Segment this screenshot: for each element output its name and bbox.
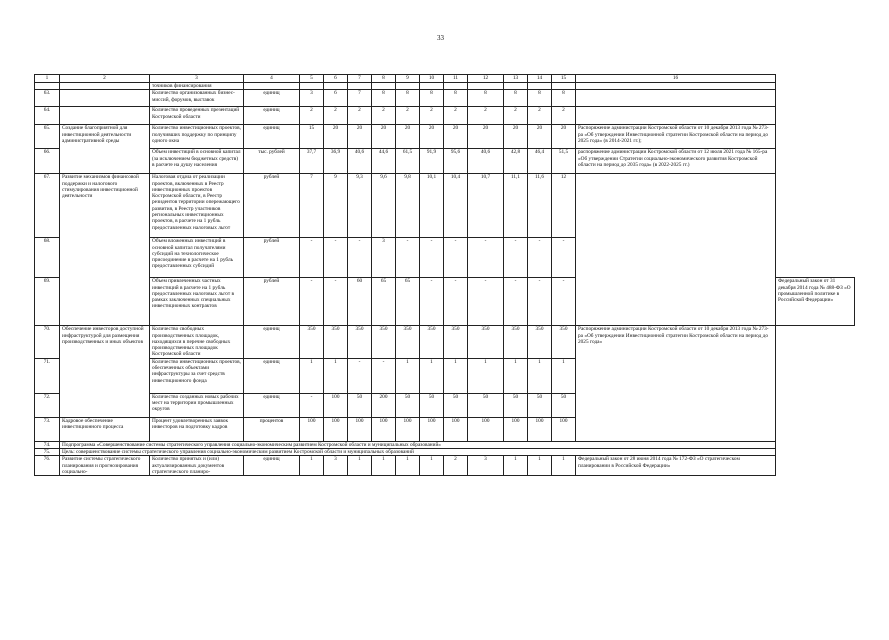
column-header: 11 bbox=[444, 75, 468, 83]
value-cell: 10,7 bbox=[468, 174, 504, 238]
value-cell: 7 bbox=[300, 174, 324, 238]
value-cell: 61,5 bbox=[396, 149, 420, 174]
value-cell: 3 bbox=[468, 456, 504, 476]
value-cell: 7 bbox=[348, 90, 372, 107]
table-row bbox=[35, 83, 855, 90]
table-row bbox=[35, 149, 855, 174]
value-cell: - bbox=[528, 238, 552, 278]
value-cell bbox=[468, 83, 504, 90]
value-cell: 20 bbox=[444, 125, 468, 149]
value-cell: 2 bbox=[528, 107, 552, 125]
row-number: 65. bbox=[35, 125, 60, 149]
value-cell: 91,9 bbox=[420, 149, 444, 174]
value-cell: - bbox=[552, 238, 576, 278]
value-cell: 1 bbox=[528, 456, 552, 476]
indicator-cell: Количество организованных бизнес-миссий, форумов, выставок bbox=[150, 90, 244, 107]
table-header-row bbox=[35, 75, 855, 83]
column-header: 3 bbox=[150, 75, 244, 83]
value-cell: 20 bbox=[348, 125, 372, 149]
indicators-table bbox=[34, 74, 855, 476]
value-cell: 200 bbox=[372, 393, 396, 417]
value-cell: 51,5 bbox=[552, 149, 576, 174]
document-cell: Федеральный закон от 28 июня 2014 года № 172-ФЗ «О стратегическом планировании в Российской Федерации» bbox=[576, 456, 776, 476]
unit-cell: тыс. рублей bbox=[244, 149, 300, 174]
value-cell: - bbox=[300, 278, 324, 326]
document-cell: Распоряжение администрации Костромской области от 10 декабря 2013 года № 273-ра «Об утверждении Инвестиционной стратегии Костромской области на период до 2025 года» bbox=[576, 326, 776, 441]
value-cell: 1 bbox=[420, 456, 444, 476]
row-number: 68. bbox=[35, 238, 60, 278]
value-cell: 8 bbox=[444, 90, 468, 107]
value-cell: 60 bbox=[348, 278, 372, 326]
section-row bbox=[35, 441, 855, 448]
value-cell: 50 bbox=[444, 393, 468, 417]
value-cell: 8 bbox=[552, 90, 576, 107]
table-row bbox=[35, 90, 855, 107]
document-cell: Федеральный закон от 31 декабря 2014 года № 488-ФЗ «О промышленной политике в Российской Федерации» bbox=[776, 278, 855, 326]
value-cell bbox=[348, 83, 372, 90]
value-cell: 11,1 bbox=[504, 174, 528, 238]
column-header: 12 bbox=[468, 75, 504, 83]
value-cell: 50 bbox=[468, 393, 504, 417]
value-cell: 350 bbox=[528, 326, 552, 358]
value-cell: 40,6 bbox=[468, 149, 504, 174]
unit-cell: единиц bbox=[244, 393, 300, 417]
value-cell bbox=[372, 83, 396, 90]
value-cell: 40,6 bbox=[348, 149, 372, 174]
indicator-cell: Количество принятых и (или) актуализированных документов стратегического планиро- bbox=[150, 456, 244, 476]
value-cell: 42,8 bbox=[504, 149, 528, 174]
value-cell: 65 bbox=[396, 278, 420, 326]
value-cell: - bbox=[552, 278, 576, 326]
indicator-cell: Объем инвестиций в основной капитал (за исключением бюджетных средств) в расчете на душу населения bbox=[150, 149, 244, 174]
value-cell: 8 bbox=[468, 90, 504, 107]
value-cell: - bbox=[504, 238, 528, 278]
column-header: 4 bbox=[244, 75, 300, 83]
table-row bbox=[35, 456, 855, 476]
row-number: 75. bbox=[35, 449, 60, 456]
value-cell: 15 bbox=[300, 125, 324, 149]
value-cell bbox=[244, 83, 300, 90]
value-cell: 2 bbox=[444, 107, 468, 125]
value-cell bbox=[300, 83, 324, 90]
value-cell: 10,4 bbox=[444, 174, 468, 238]
indicator-cell: Количество созданных новых рабочих мест на территории промышленных округов bbox=[150, 393, 244, 417]
value-cell: - bbox=[444, 238, 468, 278]
value-cell: 2 bbox=[420, 107, 444, 125]
value-cell: 100 bbox=[552, 417, 576, 441]
value-cell: 50 bbox=[348, 393, 372, 417]
value-cell: 100 bbox=[420, 417, 444, 441]
column-header: 8 bbox=[372, 75, 396, 83]
value-cell: 8 bbox=[372, 90, 396, 107]
row-number: 71. bbox=[35, 358, 60, 393]
value-cell bbox=[552, 83, 576, 90]
row-number bbox=[35, 83, 60, 90]
value-cell: 1 bbox=[420, 358, 444, 393]
value-cell bbox=[576, 83, 776, 90]
value-cell: 1 bbox=[372, 456, 396, 476]
value-cell: 1 bbox=[348, 456, 372, 476]
value-cell: 1 bbox=[396, 456, 420, 476]
value-cell: 1 bbox=[324, 358, 348, 393]
document-cell bbox=[576, 107, 776, 125]
unit-cell: рублей bbox=[244, 278, 300, 326]
page-number: 33 bbox=[437, 34, 444, 42]
value-cell: - bbox=[468, 238, 504, 278]
row-number: 73. bbox=[35, 417, 60, 441]
unit-cell: процентов bbox=[244, 417, 300, 441]
value-cell: 1 bbox=[468, 358, 504, 393]
value-cell: 100 bbox=[324, 417, 348, 441]
value-cell: 1 bbox=[552, 456, 576, 476]
unit-cell: рублей bbox=[244, 174, 300, 238]
value-cell: 9,8 bbox=[396, 174, 420, 238]
value-cell: 2 bbox=[504, 107, 528, 125]
value-cell: 100 bbox=[372, 417, 396, 441]
column-header: 7 bbox=[348, 75, 372, 83]
value-cell: 9 bbox=[324, 174, 348, 238]
task-cell: Обеспечение инвесторов доступной инфраструктурой для размещения производственных и иных объектов bbox=[60, 326, 150, 417]
indicator-cell: Количество инвестиционных проектов, обеспеченных объектами инфраструктуры за счет средств инвестиционного фонда bbox=[150, 358, 244, 393]
value-cell: 20 bbox=[420, 125, 444, 149]
row-number: 76. bbox=[35, 456, 60, 476]
value-cell: 2 bbox=[396, 107, 420, 125]
task-cell bbox=[60, 107, 150, 125]
value-cell: 8 bbox=[504, 90, 528, 107]
column-header: 5 bbox=[300, 75, 324, 83]
document-cell bbox=[576, 174, 776, 326]
value-cell: 36,9 bbox=[324, 149, 348, 174]
value-cell: - bbox=[420, 238, 444, 278]
value-cell: 100 bbox=[444, 417, 468, 441]
value-cell: - bbox=[324, 278, 348, 326]
unit-cell: единиц bbox=[244, 107, 300, 125]
column-header: 15 bbox=[552, 75, 576, 83]
value-cell: 1 bbox=[552, 358, 576, 393]
value-cell: 50 bbox=[396, 393, 420, 417]
value-cell: - bbox=[468, 278, 504, 326]
value-cell: 20 bbox=[396, 125, 420, 149]
value-cell bbox=[420, 83, 444, 90]
value-cell: 95,6 bbox=[444, 149, 468, 174]
column-header: 6 bbox=[324, 75, 348, 83]
value-cell: 2 bbox=[300, 107, 324, 125]
document-cell: распоряжение администрации Костромской области от 12 июля 2021 года № 165-ра «Об утверждении Стратегии социально-экономического развития Костромской области на период до 2035 года» (в 2022-2025 гг.) bbox=[576, 149, 776, 174]
value-cell: 100 bbox=[396, 417, 420, 441]
value-cell: - bbox=[372, 358, 396, 393]
document-cell bbox=[576, 90, 776, 107]
value-cell: 100 bbox=[528, 417, 552, 441]
value-cell: 100 bbox=[324, 393, 348, 417]
column-header: 13 bbox=[504, 75, 528, 83]
value-cell: 350 bbox=[300, 326, 324, 358]
row-number: 70. bbox=[35, 326, 60, 358]
value-cell: - bbox=[300, 238, 324, 278]
task-cell bbox=[60, 83, 150, 90]
indicator-cell: Объем привлеченных частных инвестиций в расчете на 1 рубль предоставленных налоговых льгот в рамках заключенных специальных инвестиционных контрактов bbox=[150, 278, 244, 326]
value-cell: 1 bbox=[396, 358, 420, 393]
value-cell: 350 bbox=[420, 326, 444, 358]
value-cell: 2 bbox=[552, 107, 576, 125]
unit-cell: единиц bbox=[244, 456, 300, 476]
table-row bbox=[35, 125, 855, 149]
value-cell: 1 bbox=[504, 456, 528, 476]
value-cell: - bbox=[324, 238, 348, 278]
value-cell: - bbox=[504, 278, 528, 326]
value-cell: 2 bbox=[444, 456, 468, 476]
value-cell: 12 bbox=[552, 174, 576, 238]
row-number: 74. bbox=[35, 441, 60, 448]
value-cell: 20 bbox=[372, 125, 396, 149]
section-title: Подпрограмма «Совершенствование системы стратегического управления социально-экономическим развитием Костромской области и муниципальных образований» bbox=[60, 441, 776, 448]
row-number: 64. bbox=[35, 107, 60, 125]
value-cell: 50 bbox=[420, 393, 444, 417]
value-cell: 50 bbox=[552, 393, 576, 417]
unit-cell: единиц bbox=[244, 358, 300, 393]
value-cell: 2 bbox=[468, 107, 504, 125]
value-cell: 8 bbox=[420, 90, 444, 107]
value-cell: - bbox=[444, 278, 468, 326]
task-cell bbox=[60, 90, 150, 107]
column-header: 2 bbox=[60, 75, 150, 83]
value-cell: 6 bbox=[324, 90, 348, 107]
task-cell: Создание благоприятной для инвестиционной деятельности административной среды bbox=[60, 125, 150, 174]
task-cell: Развитие механизмов финансовой поддержки и налогового стимулирования инвестиционной деятельности bbox=[60, 174, 150, 326]
value-cell: 350 bbox=[396, 326, 420, 358]
unit-cell: единиц bbox=[244, 326, 300, 358]
value-cell: 100 bbox=[300, 417, 324, 441]
value-cell: 1 bbox=[444, 358, 468, 393]
value-cell: 44,6 bbox=[372, 149, 396, 174]
value-cell: 350 bbox=[324, 326, 348, 358]
value-cell: 3 bbox=[372, 238, 396, 278]
value-cell: - bbox=[348, 358, 372, 393]
row-number: 66. bbox=[35, 149, 60, 174]
table-row bbox=[35, 326, 855, 358]
value-cell bbox=[396, 83, 420, 90]
indicator-cell: Процент удовлетворенных заявок инвесторов на подготовку кадров bbox=[150, 417, 244, 441]
value-cell: 350 bbox=[348, 326, 372, 358]
column-header: 1 bbox=[35, 75, 60, 83]
value-cell: 100 bbox=[468, 417, 504, 441]
row-number: 69. bbox=[35, 278, 60, 326]
value-cell: - bbox=[396, 238, 420, 278]
document-cell: Распоряжение администрации Костромской области от 10 декабря 2013 года № 273-ра «Об утверждении Инвестиционной стратегии Костромской области на период до 2025 года» (в 2014-2021 гг.); bbox=[576, 125, 776, 149]
value-cell: 9,6 bbox=[372, 174, 396, 238]
value-cell bbox=[528, 83, 552, 90]
indicator-cell: Количество свободных производственных площадок, находящихся в перечне свободных производственных площадок Костромской области bbox=[150, 326, 244, 358]
value-cell: - bbox=[300, 393, 324, 417]
column-header: 10 bbox=[420, 75, 444, 83]
table-row bbox=[35, 107, 855, 125]
value-cell: 20 bbox=[468, 125, 504, 149]
value-cell: 2 bbox=[348, 107, 372, 125]
value-cell: - bbox=[528, 278, 552, 326]
value-cell: 20 bbox=[528, 125, 552, 149]
task-cell: Развитие системы стратегического планирования и прогнозирования социально- bbox=[60, 456, 150, 476]
value-cell: 3 bbox=[300, 90, 324, 107]
column-header: 16 bbox=[576, 75, 776, 83]
value-cell: 350 bbox=[444, 326, 468, 358]
indicator-cell: Количество инвестиционных проектов, получивших поддержку по принципу одного окна bbox=[150, 125, 244, 149]
column-header: 9 bbox=[396, 75, 420, 83]
section-title: Цель: совершенствование системы стратегического управления социально-экономическим развитием Костромской области и муниципальных образований bbox=[60, 449, 776, 456]
value-cell: 50 bbox=[528, 393, 552, 417]
value-cell: 1 bbox=[528, 358, 552, 393]
unit-cell: единиц bbox=[244, 125, 300, 149]
row-number: 63. bbox=[35, 90, 60, 107]
section-row bbox=[35, 449, 855, 456]
value-cell: 46,4 bbox=[528, 149, 552, 174]
value-cell: 1 bbox=[300, 456, 324, 476]
value-cell: 350 bbox=[504, 326, 528, 358]
value-cell: 20 bbox=[324, 125, 348, 149]
value-cell: 350 bbox=[468, 326, 504, 358]
value-cell bbox=[504, 83, 528, 90]
value-cell: - bbox=[348, 238, 372, 278]
value-cell: 100 bbox=[504, 417, 528, 441]
unit-cell: рублей bbox=[244, 238, 300, 278]
value-cell: 11,6 bbox=[528, 174, 552, 238]
value-cell: 50 bbox=[504, 393, 528, 417]
value-cell: 8 bbox=[396, 90, 420, 107]
value-cell bbox=[444, 83, 468, 90]
value-cell bbox=[324, 83, 348, 90]
value-cell: 1 bbox=[300, 358, 324, 393]
column-header: 14 bbox=[528, 75, 552, 83]
row-number: 67. bbox=[35, 174, 60, 238]
value-cell: 9,3 bbox=[348, 174, 372, 238]
value-cell: 20 bbox=[552, 125, 576, 149]
value-cell: 3 bbox=[324, 456, 348, 476]
indicator-cell: Количество проведенных презентаций Костромской области bbox=[150, 107, 244, 125]
indicator-cell: Объем вложенных инвестиций в основной капитал получателями субсидий на технологическое присоединение в расчете на 1 рубль предоставленных субсидий bbox=[150, 238, 244, 278]
value-cell: 65 bbox=[372, 278, 396, 326]
indicator-cell: точников финансирования bbox=[150, 83, 244, 90]
value-cell: 100 bbox=[348, 417, 372, 441]
unit-cell: единиц bbox=[244, 90, 300, 107]
table-row bbox=[35, 174, 855, 238]
value-cell: - bbox=[420, 278, 444, 326]
value-cell: 350 bbox=[552, 326, 576, 358]
row-number: 72. bbox=[35, 393, 60, 417]
value-cell: 37,7 bbox=[300, 149, 324, 174]
value-cell: 2 bbox=[372, 107, 396, 125]
value-cell: 350 bbox=[372, 326, 396, 358]
value-cell: 20 bbox=[504, 125, 528, 149]
value-cell: 2 bbox=[324, 107, 348, 125]
indicator-cell: Налоговая отдача от реализации проектов, включенных в Реестр инвестиционных проектов Костромской области, в Реестр резидентов территории опережающего развития, в Реестр участников региональных инвестиционных проектов, в расчете на 1 рубль предоставленных налоговых льгот bbox=[150, 174, 244, 238]
task-cell: Кадровое обеспечение инвестиционного процесса bbox=[60, 417, 150, 441]
value-cell: 1 bbox=[504, 358, 528, 393]
value-cell: 8 bbox=[528, 90, 552, 107]
value-cell: 10,1 bbox=[420, 174, 444, 238]
